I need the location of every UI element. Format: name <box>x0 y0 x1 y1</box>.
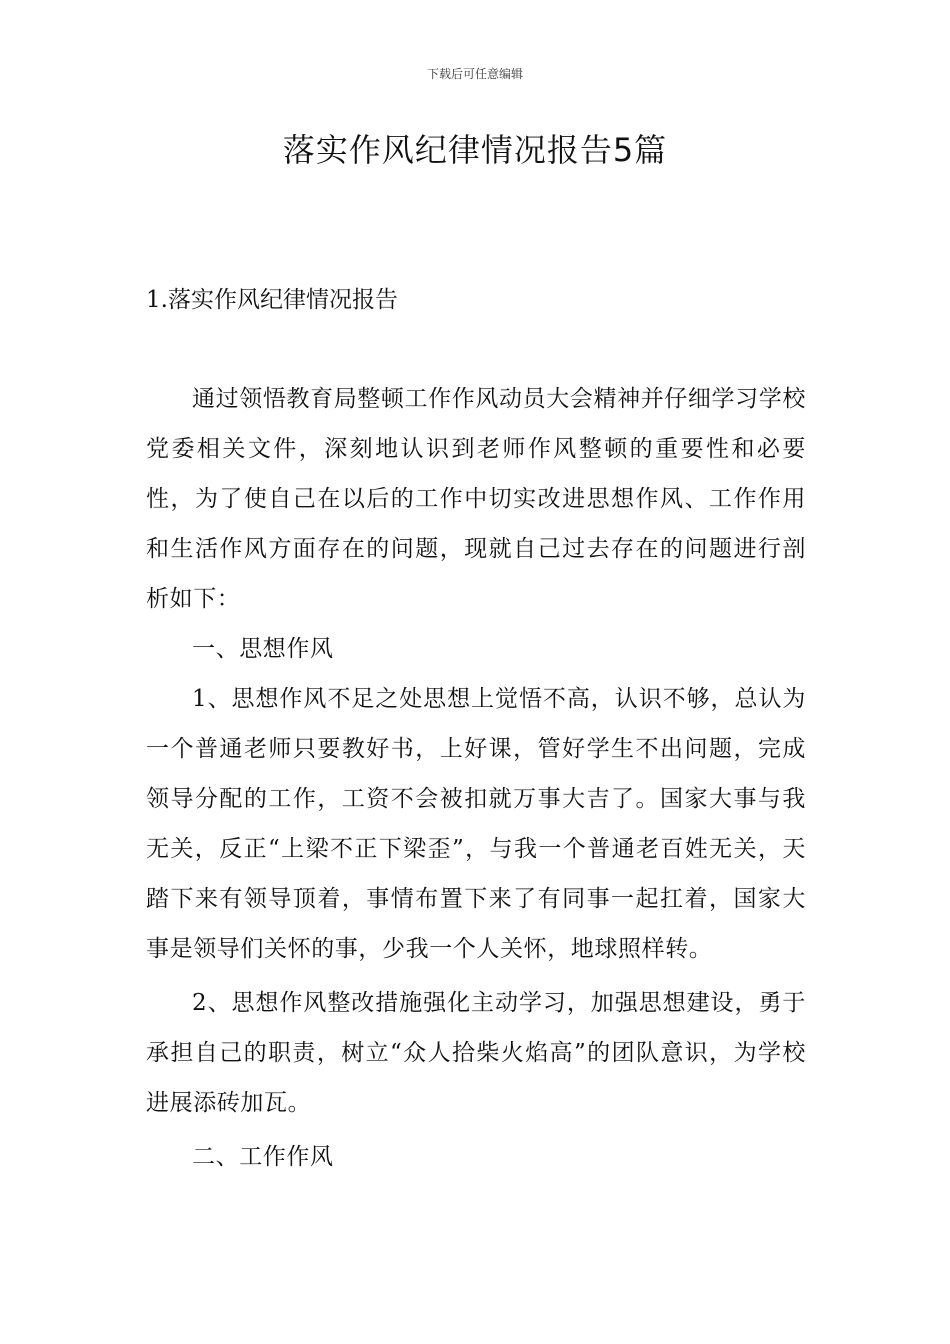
header-note: 下载后可任意编辑 <box>426 67 523 81</box>
paragraph-measures: 2、思想作风整改措施强化主动学习，加强思想建设，勇于承担自己的职责，树立“众人拾柴火焰高”的团队意识，为学校进展添砖加瓦。 <box>146 990 806 1116</box>
paragraph-shortcomings: 1、思想作风不足之处思想上觉悟不高，认识不够，总认为一个普通老师只要教好书，上好课，管好学生不出问题，完成领导分配的工作，工资不会被扣就万事大吉了。国家大事与我无关，反正“上梁不正下梁歪”，与我一个普通老百姓无关，天踏下来有领导顶着，事情布置下来了有同事一起扛着，国家大事是领导们关怀的事，少我一个人关怀，地球照样转。 <box>146 686 806 962</box>
section-heading: 1.落实作风纪律情况报告 <box>146 287 398 313</box>
subheading-work-style: 二、工作作风 <box>192 1144 334 1170</box>
paragraph-intro: 通过领悟教育局整顿工作作风动员大会精神并仔细学习学校党委相关文件，深刻地认识到老师作风整顿的重要性和必要性，为了使自己在以后的工作中切实改进思想作风、工作作用和生活作风方面存在的问题，现就自己过去存在的问题进行剖析如下： <box>146 386 806 612</box>
document-body <box>146 374 806 1182</box>
subheading-thought-style: 一、思想作风 <box>192 636 334 662</box>
document-title: 落实作风纪律情况报告5篇 <box>282 131 668 169</box>
